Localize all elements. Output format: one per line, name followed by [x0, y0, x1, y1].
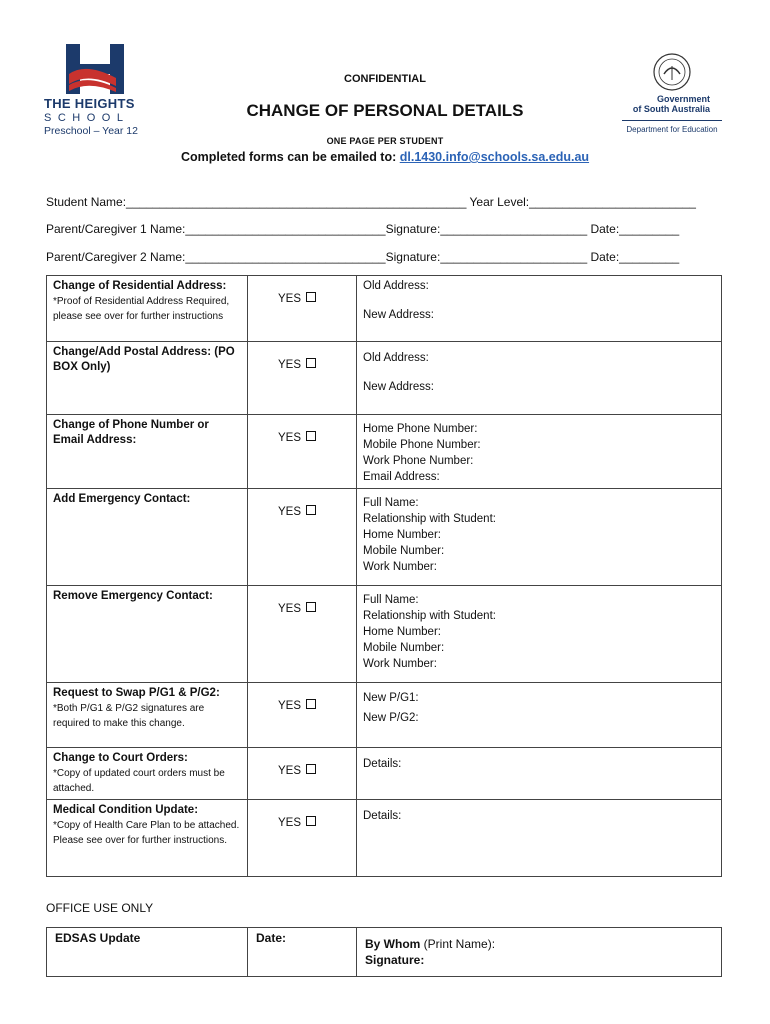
relationship-label: Relationship with Student:	[363, 610, 496, 622]
parent2-field[interactable]: Parent/Caregiver 2 Name:______________________________Signature:______________________ Date:_________	[46, 250, 680, 264]
court-details-cell	[357, 748, 722, 800]
checkbox[interactable]	[306, 699, 316, 709]
page-title: CHANGE OF PERSONAL DETAILS	[246, 101, 524, 120]
logo-school: SCHOOL	[44, 112, 130, 124]
parent1-field[interactable]: Parent/Caregiver 1 Name:______________________________Signature:______________________ Date:_________	[46, 222, 680, 236]
checkbox[interactable]	[306, 816, 316, 826]
phone-label-cell	[47, 415, 248, 489]
checkbox[interactable]	[306, 764, 316, 774]
table-row	[47, 800, 722, 877]
add-emergency-label-cell	[47, 489, 248, 586]
medical-label-cell	[47, 800, 248, 877]
checkbox[interactable]	[306, 358, 316, 368]
mobile-phone-label: Mobile Phone Number:	[363, 439, 481, 451]
full-name-label: Full Name:	[363, 497, 419, 509]
table-row	[47, 928, 722, 977]
confidential-label: CONFIDENTIAL	[344, 73, 426, 85]
table-row	[47, 586, 722, 683]
phone-label: Change of Phone Number or Email Address:	[53, 419, 209, 446]
mobile-number-label: Mobile Number:	[363, 642, 445, 654]
add-emergency-label: Add Emergency Contact:	[53, 493, 191, 505]
old-address-label: Old Address:	[363, 352, 429, 364]
checkbox[interactable]	[306, 505, 316, 515]
postal-details-cell	[357, 342, 722, 415]
court-note: *Copy of updated court orders must be attached.	[53, 768, 225, 794]
postal-label: Change/Add Postal Address: (PO BOX Only)	[53, 346, 235, 373]
court-label: Change to Court Orders:	[53, 752, 188, 764]
swap-label: Request to Swap P/G1 & P/G2:	[53, 687, 220, 699]
remove-emergency-yes-cell[interactable]	[248, 586, 357, 683]
medical-details-cell	[357, 800, 722, 877]
phone-details-cell	[357, 415, 722, 489]
print-name-label: (Print Name):	[420, 937, 496, 951]
office-date-label: Date:	[256, 931, 287, 945]
student-name-field[interactable]: Student Name:___________________________________________________ Year Level:_________________________	[46, 195, 696, 209]
office-use-table	[46, 927, 722, 977]
logo-name: THE HEIGHTS	[44, 96, 135, 111]
yes-label: YES	[278, 817, 302, 829]
swap-details-cell	[357, 683, 722, 748]
yes-label: YES	[278, 293, 302, 305]
yes-label: YES	[278, 359, 302, 371]
work-phone-label: Work Phone Number:	[363, 455, 474, 467]
yes-label: YES	[278, 432, 302, 444]
swap-label-cell	[47, 683, 248, 748]
court-details-label: Details:	[363, 758, 402, 770]
relationship-label: Relationship with Student:	[363, 513, 496, 525]
school-logo	[44, 44, 148, 137]
court-yes-cell[interactable]	[248, 748, 357, 800]
phone-yes-cell[interactable]	[248, 415, 357, 489]
edsas-label: EDSAS Update	[55, 931, 141, 945]
new-pg2-label: New P/G2:	[363, 712, 419, 724]
email-instruction	[0, 150, 770, 164]
email-link[interactable]: dl.1430.info@schools.sa.edu.au	[399, 150, 590, 164]
table-row	[47, 683, 722, 748]
checkbox[interactable]	[306, 292, 316, 302]
remove-emergency-details-cell	[357, 586, 722, 683]
mobile-number-label: Mobile Number:	[363, 545, 445, 557]
home-number-label: Home Number:	[363, 626, 441, 638]
postal-yes-cell[interactable]	[248, 342, 357, 415]
yes-label: YES	[278, 506, 302, 518]
new-address-label: New Address:	[363, 309, 434, 321]
medical-note: *Copy of Health Care Plan to be attached. Please see over for further instructions.	[53, 820, 240, 846]
residential-label-cell	[47, 276, 248, 342]
yes-label: YES	[278, 700, 302, 712]
court-label-cell	[47, 748, 248, 800]
work-number-label: Work Number:	[363, 561, 437, 573]
edsas-cell[interactable]	[47, 928, 248, 977]
office-date-cell[interactable]	[248, 928, 357, 977]
by-whom-label: By Whom	[365, 937, 421, 951]
change-details-table	[46, 275, 722, 877]
medical-yes-cell[interactable]	[248, 800, 357, 877]
swap-yes-cell[interactable]	[248, 683, 357, 748]
yes-label: YES	[278, 603, 302, 615]
postal-label-cell	[47, 342, 248, 415]
table-row	[47, 276, 722, 342]
add-emergency-details-cell	[357, 489, 722, 586]
home-phone-label: Home Phone Number:	[363, 423, 478, 435]
old-address-label: Old Address:	[363, 280, 429, 292]
home-number-label: Home Number:	[363, 529, 441, 541]
remove-emergency-label: Remove Emergency Contact:	[53, 590, 213, 602]
remove-emergency-label-cell	[47, 586, 248, 683]
table-row	[47, 489, 722, 586]
work-number-label: Work Number:	[363, 658, 437, 670]
table-row	[47, 748, 722, 800]
swap-note: *Both P/G1 & P/G2 signatures are required to make this change.	[53, 703, 205, 729]
table-row	[47, 342, 722, 415]
one-page-note: ONE PAGE PER STUDENT	[326, 136, 444, 146]
office-signature-label: Signature:	[365, 953, 425, 967]
heights-h-icon	[66, 44, 124, 94]
yes-label: YES	[278, 765, 302, 777]
residential-note: *Proof of Residential Address Required, please see over for further instructions	[53, 296, 230, 322]
govt-line-1: Government	[656, 94, 710, 104]
new-address-label: New Address:	[363, 381, 434, 393]
residential-yes-cell[interactable]	[248, 276, 357, 342]
medical-details-label: Details:	[363, 810, 402, 822]
residential-label: Change of Residential Address:	[53, 280, 227, 292]
by-whom-cell[interactable]	[357, 928, 722, 977]
full-name-label: Full Name:	[363, 594, 419, 606]
table-row	[47, 415, 722, 489]
new-pg1-label: New P/G1:	[363, 692, 419, 704]
add-emergency-yes-cell[interactable]	[248, 489, 357, 586]
checkbox[interactable]	[306, 602, 316, 612]
email-address-label: Email Address:	[363, 471, 440, 483]
govt-line-2: of South Australia	[632, 104, 710, 114]
logo-tagline: Preschool – Year 12	[44, 125, 138, 137]
checkbox[interactable]	[306, 431, 316, 441]
email-prefix: Completed forms can be emailed to:	[180, 150, 400, 164]
office-use-heading: OFFICE USE ONLY	[46, 901, 154, 915]
residential-details-cell	[357, 276, 722, 342]
medical-label: Medical Condition Update:	[53, 804, 199, 816]
govt-department: Department for Education	[622, 120, 722, 134]
state-seal-icon	[652, 52, 692, 92]
government-logo	[622, 52, 722, 134]
